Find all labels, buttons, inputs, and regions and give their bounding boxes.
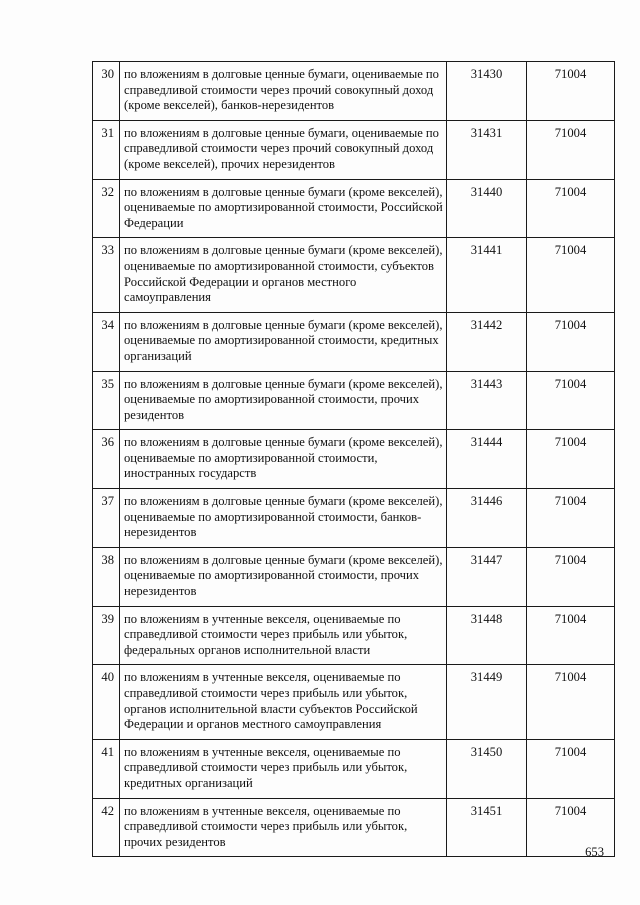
table-row <box>93 62 615 121</box>
table-row <box>93 739 615 798</box>
table-row <box>93 179 615 238</box>
row-number: 31 <box>93 120 120 179</box>
row-description: по вложениям в учтенные векселя, оцениваемые по справедливой стоимости через прибыль или убыток, органов исполнительной власти субъектов Российской Федерации и органов местного самоуправления <box>120 665 447 739</box>
row-account-code: 31442 <box>447 312 527 371</box>
row-symbol-code: 71004 <box>527 62 615 121</box>
row-account-code: 31447 <box>447 547 527 606</box>
row-description: по вложениям в долговые ценные бумаги (кроме векселей), оцениваемые по амортизированной стоимости, прочих резидентов <box>120 371 447 430</box>
row-number: 35 <box>93 371 120 430</box>
table-row <box>93 312 615 371</box>
row-description: по вложениям в долговые ценные бумаги, оцениваемые по справедливой стоимости через прочий совокупный доход (кроме векселей), банков-нерезидентов <box>120 62 447 121</box>
row-account-code: 31441 <box>447 238 527 312</box>
row-description: по вложениям в учтенные векселя, оцениваемые по справедливой стоимости через прибыль или убыток, кредитных организаций <box>120 739 447 798</box>
row-symbol-code: 71004 <box>527 312 615 371</box>
row-description: по вложениям в долговые ценные бумаги, оцениваемые по справедливой стоимости через прочий совокупный доход (кроме векселей), прочих нерезидентов <box>120 120 447 179</box>
row-number: 41 <box>93 739 120 798</box>
row-symbol-code: 71004 <box>527 606 615 665</box>
account-table-body <box>93 62 615 857</box>
table-row <box>93 606 615 665</box>
row-account-code: 31443 <box>447 371 527 430</box>
row-number: 38 <box>93 547 120 606</box>
table-row <box>93 489 615 548</box>
row-number: 40 <box>93 665 120 739</box>
row-symbol-code: 71004 <box>527 798 615 857</box>
row-account-code: 31448 <box>447 606 527 665</box>
row-account-code: 31446 <box>447 489 527 548</box>
table-row <box>93 665 615 739</box>
row-description: по вложениям в учтенные векселя, оцениваемые по справедливой стоимости через прибыль или убыток, федеральных органов исполнительной власти <box>120 606 447 665</box>
row-number: 42 <box>93 798 120 857</box>
page-number: 653 <box>585 845 604 859</box>
row-description: по вложениям в учтенные векселя, оцениваемые по справедливой стоимости через прибыль или убыток, прочих резидентов <box>120 798 447 857</box>
row-symbol-code: 71004 <box>527 179 615 238</box>
row-symbol-code: 71004 <box>527 489 615 548</box>
table-row <box>93 430 615 489</box>
row-number: 32 <box>93 179 120 238</box>
row-description: по вложениям в долговые ценные бумаги (кроме векселей), оцениваемые по амортизированной стоимости, прочих нерезидентов <box>120 547 447 606</box>
table-row <box>93 371 615 430</box>
row-account-code: 31450 <box>447 739 527 798</box>
row-symbol-code: 71004 <box>527 120 615 179</box>
row-number: 39 <box>93 606 120 665</box>
row-symbol-code: 71004 <box>527 547 615 606</box>
row-account-code: 31440 <box>447 179 527 238</box>
table-row <box>93 238 615 312</box>
row-account-code: 31451 <box>447 798 527 857</box>
row-number: 34 <box>93 312 120 371</box>
row-symbol-code: 71004 <box>527 238 615 312</box>
table-row <box>93 547 615 606</box>
row-number: 33 <box>93 238 120 312</box>
row-account-code: 31431 <box>447 120 527 179</box>
row-number: 37 <box>93 489 120 548</box>
row-account-code: 31449 <box>447 665 527 739</box>
row-description: по вложениям в долговые ценные бумаги (кроме векселей), оцениваемые по амортизированной стоимости, Российской Федерации <box>120 179 447 238</box>
table-row <box>93 798 615 857</box>
row-account-code: 31430 <box>447 62 527 121</box>
row-symbol-code: 71004 <box>527 665 615 739</box>
row-account-code: 31444 <box>447 430 527 489</box>
row-description: по вложениям в долговые ценные бумаги (кроме векселей), оцениваемые по амортизированной стоимости, кредитных организаций <box>120 312 447 371</box>
row-symbol-code: 71004 <box>527 371 615 430</box>
row-description: по вложениям в долговые ценные бумаги (кроме векселей), оцениваемые по амортизированной стоимости, субъектов Российской Федерации и органов местного самоуправления <box>120 238 447 312</box>
account-table <box>92 61 615 857</box>
row-description: по вложениям в долговые ценные бумаги (кроме векселей), оцениваемые по амортизированной стоимости, банков-нерезидентов <box>120 489 447 548</box>
row-number: 30 <box>93 62 120 121</box>
row-symbol-code: 71004 <box>527 739 615 798</box>
table-row <box>93 120 615 179</box>
row-number: 36 <box>93 430 120 489</box>
row-description: по вложениям в долговые ценные бумаги (кроме векселей), оцениваемые по амортизированной стоимости, иностранных государств <box>120 430 447 489</box>
row-symbol-code: 71004 <box>527 430 615 489</box>
